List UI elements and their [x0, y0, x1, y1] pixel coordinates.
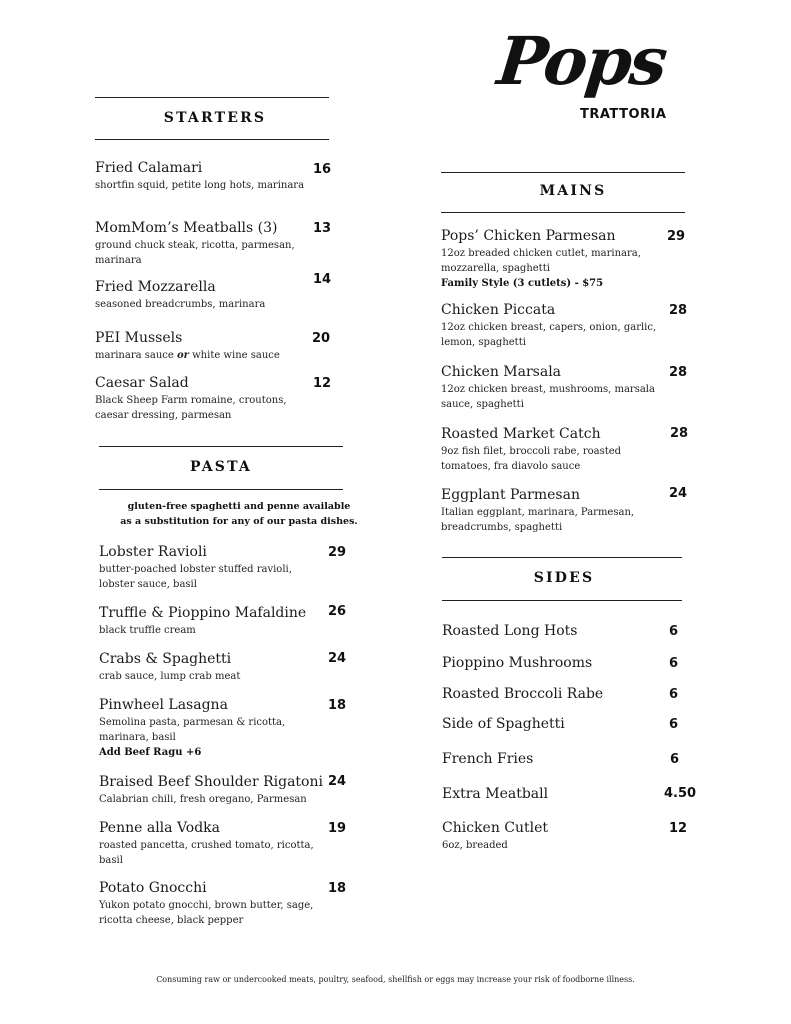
pasta-bottom-rule	[99, 489, 343, 490]
item-price: 24	[328, 774, 347, 789]
sides-top-rule	[442, 557, 682, 558]
item-price: 6	[670, 752, 680, 767]
item-desc: 12oz breaded chicken cutlet, marinara, mozzarella, spaghetti	[441, 248, 641, 274]
pasta-note-line1: gluten-free spaghetti and penne available	[127, 501, 351, 512]
item-name: Caesar Salad	[95, 375, 189, 391]
starters-title: STARTERS	[163, 110, 267, 126]
main-item	[441, 302, 661, 350]
starter-item	[95, 160, 305, 193]
starters-top-rule	[95, 97, 329, 98]
item-name: Crabs & Spaghetti	[99, 651, 232, 667]
item-desc: Yukon potato gnocchi, brown butter, sage, ricotta cheese, black pepper	[99, 900, 314, 926]
item-price: 28	[669, 303, 688, 318]
item-price: 26	[328, 604, 347, 619]
main-item	[441, 228, 661, 291]
main-item	[441, 487, 661, 535]
item-desc: Calabrian chili, fresh oregano, Parmesan	[99, 794, 307, 805]
item-name: Pinwheel Lasagna	[99, 697, 228, 713]
item-price: 28	[669, 365, 688, 380]
item-price: 6	[669, 687, 679, 702]
item-price: 14	[313, 272, 332, 287]
item-desc: black truffle cream	[99, 625, 196, 636]
item-price: 28	[670, 426, 689, 441]
pasta-item	[99, 774, 324, 807]
item-name: Pops’ Chicken Parmesan	[441, 228, 616, 244]
item-desc: Semolina pasta, parmesan & ricotta, marinara, basil	[99, 717, 286, 743]
item-name: Side of Spaghetti	[442, 716, 565, 732]
brand-logo: Pops	[493, 22, 670, 100]
item-price: 13	[313, 221, 332, 236]
item-price: 18	[328, 698, 347, 713]
item-name: Eggplant Parmesan	[441, 487, 580, 503]
item-name: Extra Meatball	[442, 786, 549, 802]
side-item	[442, 751, 652, 768]
item-price: 12	[313, 376, 332, 391]
item-desc	[95, 348, 305, 363]
pasta-note	[99, 499, 379, 529]
starters-bottom-rule	[95, 139, 329, 140]
item-name: Roasted Market Catch	[441, 426, 601, 442]
item-name: Fried Calamari	[95, 160, 203, 176]
pasta-item	[99, 697, 314, 760]
item-name: Chicken Piccata	[441, 302, 556, 318]
item-name: Chicken Cutlet	[442, 820, 549, 836]
item-name: Lobster Ravioli	[99, 544, 207, 560]
pasta-item	[99, 820, 314, 868]
item-name: French Fries	[442, 751, 534, 767]
side-item	[442, 623, 652, 640]
item-price: 6	[669, 656, 679, 671]
item-price: 12	[669, 821, 688, 836]
item-desc: Black Sheep Farm romaine, croutons, caesar dressing, parmesan	[95, 395, 287, 421]
item-name: MomMom’s Meatballs (3)	[95, 220, 278, 236]
item-price: 4.50	[664, 786, 697, 801]
item-desc: Italian eggplant, marinara, Parmesan, breadcrumbs, spaghetti	[441, 507, 635, 533]
sides-title: SIDES	[533, 570, 595, 586]
item-name: Potato Gnocchi	[99, 880, 207, 896]
main-item	[441, 364, 661, 412]
item-desc-part: white wine sauce	[188, 350, 280, 361]
side-item	[442, 716, 652, 733]
item-price: 6	[669, 717, 679, 732]
item-price: 29	[667, 229, 686, 244]
pasta-title: PASTA	[190, 459, 252, 475]
mains-top-rule	[441, 172, 685, 173]
item-price: 6	[669, 624, 679, 639]
mains-bottom-rule	[441, 212, 685, 213]
starter-item	[95, 375, 305, 423]
main-item	[441, 426, 661, 474]
sides-bottom-rule	[442, 600, 682, 601]
item-desc: 6oz, breaded	[442, 840, 508, 851]
item-name: Truffle & Pioppino Mafaldine	[99, 605, 307, 621]
starter-item	[95, 279, 305, 312]
item-desc: 12oz chicken breast, capers, onion, garlic, lemon, spaghetti	[441, 322, 657, 348]
item-price: 19	[328, 821, 347, 836]
item-price: 29	[328, 545, 347, 560]
item-name: Braised Beef Shoulder Rigatoni	[99, 774, 323, 790]
item-desc: 12oz chicken breast, mushrooms, marsala sauce, spaghetti	[441, 384, 655, 410]
pasta-item	[99, 880, 324, 928]
side-item	[442, 686, 652, 703]
pasta-item	[99, 544, 314, 592]
item-addon: Add Beef Ragu +6	[99, 747, 202, 758]
mains-title: MAINS	[539, 183, 607, 199]
item-desc-emphasis: or	[176, 350, 189, 361]
starter-item	[95, 220, 305, 268]
starter-item	[95, 330, 305, 363]
item-desc: roasted pancetta, crushed tomato, ricotta, basil	[99, 840, 314, 866]
item-desc: 9oz fish filet, broccoli rabe, roasted tomatoes, fra diavolo sauce	[441, 446, 622, 472]
item-desc: ground chuck steak, ricotta, parmesan, marinara	[95, 240, 295, 266]
item-desc-part: marinara sauce	[95, 350, 177, 361]
pasta-item	[99, 605, 314, 638]
item-desc: seasoned breadcrumbs, marinara	[95, 299, 266, 310]
item-name: Roasted Broccoli Rabe	[442, 686, 604, 702]
item-name: Pioppino Mushrooms	[442, 655, 593, 671]
item-name: Roasted Long Hots	[442, 623, 578, 639]
brand-subtitle: TRATTORIA	[580, 107, 667, 122]
item-name: Chicken Marsala	[441, 364, 562, 380]
item-price: 24	[669, 486, 688, 501]
pasta-note-line2: as a substitution for any of our pasta dishes.	[120, 516, 358, 527]
item-desc: crab sauce, lump crab meat	[99, 671, 241, 682]
side-item	[442, 786, 652, 803]
allergy-disclaimer: Consuming raw or undercooked meats, poultry, seafood, shellfish or eggs may increase your risk of foodborne illness.	[156, 975, 635, 984]
item-name: PEI Mussels	[95, 330, 183, 346]
item-addon: Family Style (3 cutlets) - $75	[441, 278, 604, 289]
pasta-item	[99, 651, 314, 684]
item-price: 16	[313, 162, 332, 177]
pasta-top-rule	[99, 446, 343, 447]
item-name: Fried Mozzarella	[95, 279, 216, 295]
item-price: 24	[328, 651, 347, 666]
item-price: 18	[328, 881, 347, 896]
item-desc: shortfin squid, petite long hots, marinara	[95, 180, 305, 191]
item-price: 20	[312, 331, 331, 346]
item-name: Penne alla Vodka	[99, 820, 220, 836]
side-item	[442, 655, 652, 672]
item-desc: butter-poached lobster stuffed ravioli, lobster sauce, basil	[99, 564, 292, 590]
side-item	[442, 820, 652, 853]
